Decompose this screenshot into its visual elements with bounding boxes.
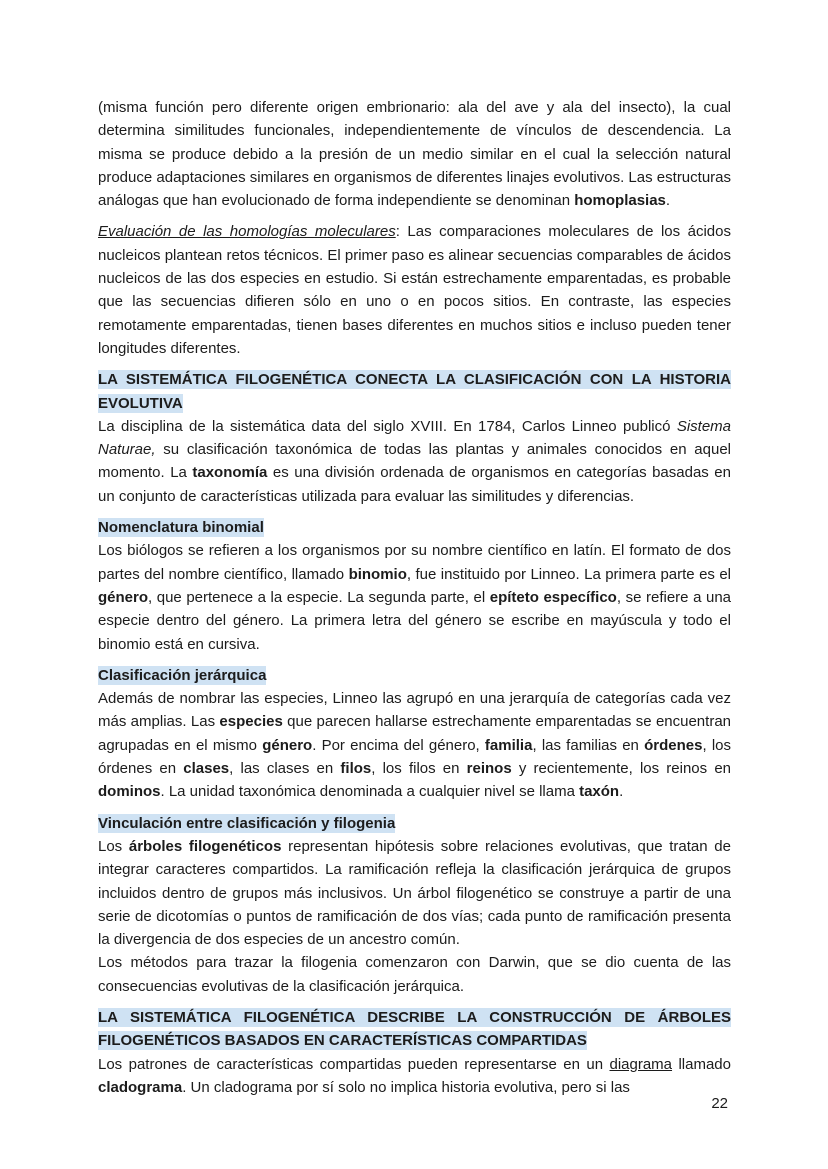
text-run: La disciplina de la sistemática data del siglo XVIII. En 1784, Carlos Linneo publicó (98, 417, 677, 435)
text-run: , que pertenece a la especie. La segunda parte, el (148, 588, 490, 606)
text-run: , los filos en (371, 760, 467, 778)
text-run: especies (219, 713, 283, 731)
text-run: , los órdenes en (98, 736, 731, 778)
text-run: homoplasias (574, 192, 666, 210)
text-run: llamado (672, 1055, 731, 1073)
text-run: . (665, 192, 671, 210)
paragraph (98, 951, 731, 998)
text-run: familia (484, 736, 533, 754)
text-run: , las clases en (229, 760, 341, 778)
text-run: , las familias en (532, 736, 645, 754)
text-run: epíteto específico (489, 588, 617, 606)
text-run: : Las comparaciones moleculares de los ácidos nucleicos plantean retos técnicos. El primer paso es alinear secuencias comparables de ácidos nucleicos de las dos especies en estudio. Si están estrechamente emparentadas, es probable que las secuencias difieren sólo en uno o en pocos sitios. En contraste, las especies remotamente emparentadas, tienen bases diferentes en muchos sitios e incluso pueden tener longitudes diferentes. (98, 223, 731, 357)
text-run: Los métodos para trazar la filogenia comenzaron con Darwin, que se dio cuenta de las consecuencias evolutivas de la clasificación jerárquica. (98, 954, 731, 995)
text-run: Los patrones de características compartidas pueden representarse en un (98, 1055, 610, 1073)
text-run: su clasificación taxonómica de todas las plantas y animales conocidos en aquel momento. La (98, 441, 731, 482)
page-number: 22 (711, 1095, 728, 1112)
text-run: Nomenclatura binomial (98, 519, 264, 537)
text-run: Vinculación entre clasificación y filogenia (98, 814, 396, 832)
text-run: Los biólogos se refieren a los organismos por su nombre científico en latín. El formato de dos partes del nombre científico, llamado (98, 542, 731, 583)
document-content (98, 96, 731, 1107)
text-run: (misma función pero diferente origen embrionario: ala del ave y ala del insecto), la cual determina similitudes funcionales, independientemente de vínculos de descendencia. La misma se produce debido a la presión de un medio similar en el cual la selección natural produce adaptaciones similares en organismos de diferentes linajes evolutivos. Las estructuras análogas que han evolucionado de forma independiente se denominan (98, 99, 731, 210)
text-run: Los (98, 837, 129, 855)
text-run: . (619, 783, 624, 801)
text-run: , fue instituido por Linneo. La primera parte es el (406, 565, 732, 583)
text-run: y recientemente, los reinos en (511, 760, 732, 778)
paragraph (98, 539, 731, 655)
text-run: taxonomía (192, 464, 268, 482)
text-run: LA SISTEMÁTICA FILOGENÉTICA CONECTA LA CLASIFICACIÓN CON LA HISTORIA EVOLUTIVA (98, 371, 731, 412)
text-run: que parecen hallarse estrechamente emparentadas se encuentran agrupadas en el mismo (98, 713, 732, 754)
text-run: Clasificación jerárquica (98, 666, 267, 684)
text-run: género (98, 588, 149, 606)
text-run: . La unidad taxonómica denominada a cualquier nivel se llama (160, 783, 580, 801)
sub-heading (98, 516, 731, 539)
section-heading (98, 1006, 731, 1053)
text-run: Evaluación de las homologías moleculares (98, 223, 396, 241)
text-run: reinos (466, 760, 512, 778)
text-run: filos (340, 760, 372, 778)
text-run: es una división ordenada de organismos en categorías basadas en un conjunto de características utilizada para evaluar las similitudes y diferencias. (98, 464, 731, 505)
section-heading (98, 368, 731, 415)
text-run: árboles filogenéticos (128, 837, 282, 855)
text-run: LA SISTEMÁTICA FILOGENÉTICA DESCRIBE LA CONSTRUCCIÓN DE ÁRBOLES FILOGENÉTICOS BASADOS EN CARACTERÍSTICAS COMPARTIDAS (98, 1008, 731, 1050)
paragraph (98, 835, 731, 951)
paragraph (98, 415, 731, 508)
text-run: . Por encima del género, (312, 736, 485, 754)
text-run: órdenes (644, 736, 703, 754)
text-run: género (262, 736, 313, 754)
text-run: . Un cladograma por sí solo no implica historia evolutiva, pero si las (182, 1078, 630, 1096)
text-run: binomio (348, 565, 407, 583)
text-run: representan hipótesis sobre relaciones evolutivas, que tratan de integrar caracteres compartidos. La ramificación refleja la clasificación jerárquica de grupos incluidos dentro de grupos más inclusivos. Un árbol filogenético se construye a partir de una serie de dicotomías o puntos de ramificación de dos vías; cada punto de ramificación presenta la divergencia de dos especies de un ancestro común. (98, 837, 731, 949)
text-run: Sistema Naturae, (98, 417, 731, 459)
text-run: , se refiere a una especie dentro del género. La primera letra del género se escribe en mayúscula y todo el binomio está en cursiva. (98, 588, 731, 653)
sub-heading (98, 812, 731, 835)
paragraph (98, 1053, 731, 1100)
text-run: diagrama (609, 1055, 673, 1073)
paragraph (98, 687, 731, 803)
text-run: clases (183, 760, 230, 778)
text-run: dominos (98, 783, 161, 801)
paragraph (98, 220, 731, 360)
text-run: cladograma (98, 1078, 183, 1096)
sub-heading (98, 664, 731, 687)
text-run: taxón (579, 783, 620, 801)
paragraph (98, 96, 731, 212)
text-run: Además de nombrar las especies, Linneo las agrupó en una jerarquía de categorías cada vez más amplias. Las (98, 690, 731, 731)
